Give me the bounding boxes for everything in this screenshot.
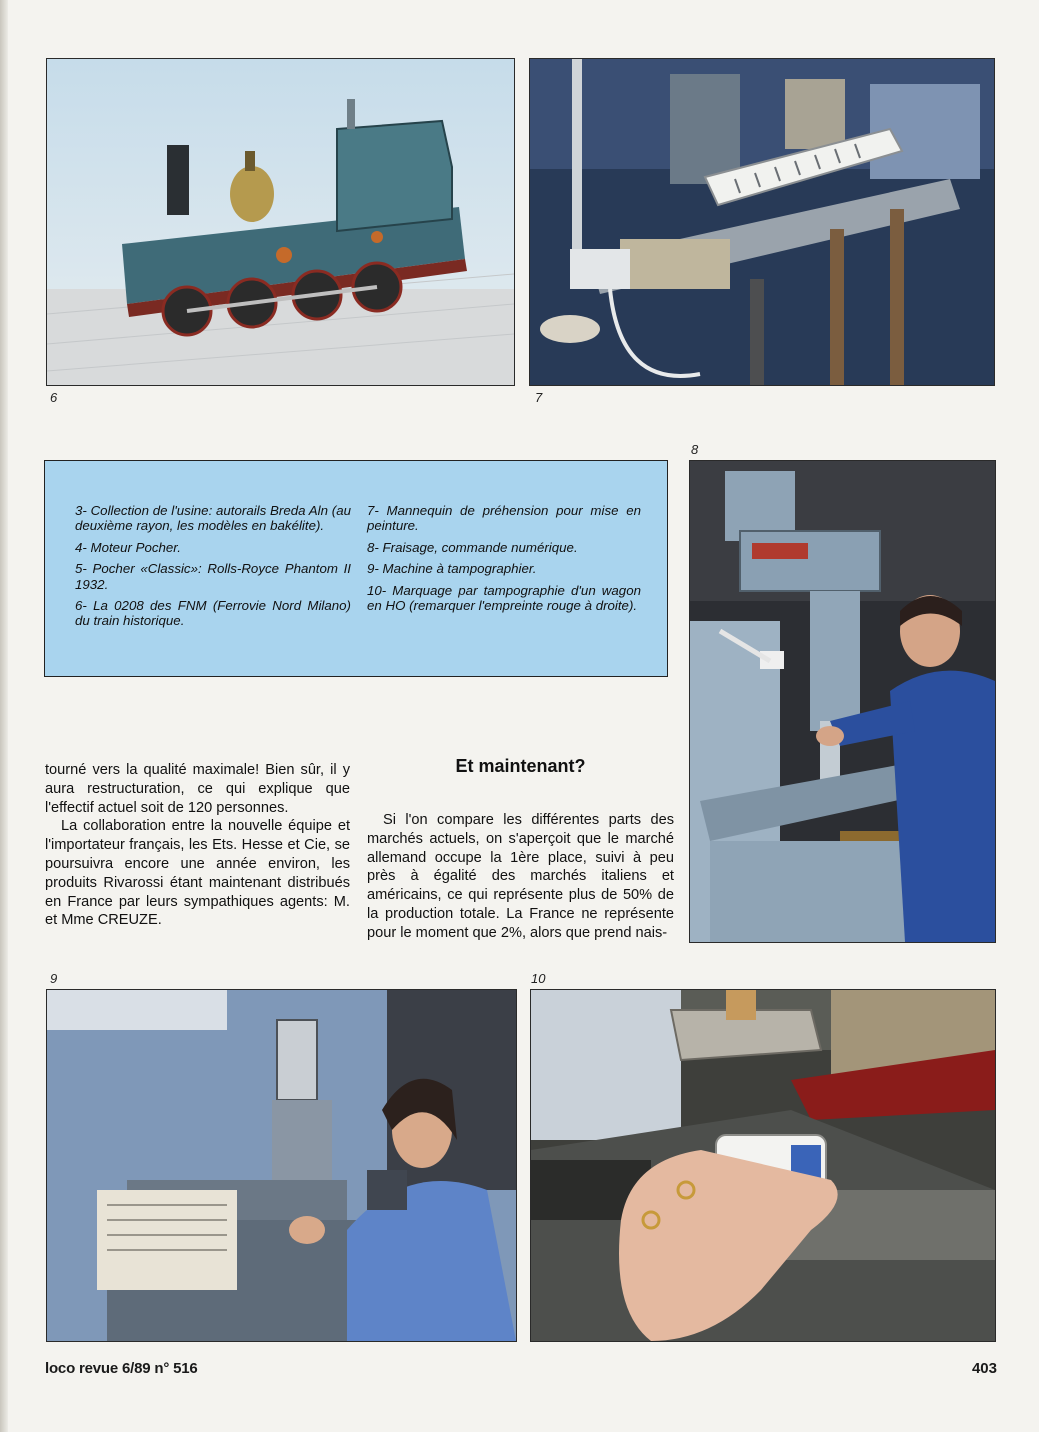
figure-number: 10 <box>531 971 546 986</box>
photo-pad-printing-machine <box>46 989 517 1342</box>
caption-9: 9- Machine à tampographier. <box>367 561 537 577</box>
article-paragraph: tourné vers la qualité maximale! Bien sûr, il y aura restructuration, ce qui explique que l'effectif actuel soit de 120 personnes. <box>45 762 350 816</box>
magazine-footer: loco revue 6/89 n° 516 <box>45 1360 198 1377</box>
caption-10: 10- Marquage par tampographie d'un wagon en HO (remarquer l'empreinte rouge à droite). <box>367 582 641 614</box>
photo-locomotive-model <box>46 58 515 386</box>
caption-6: 6- La 0208 des FNM (Ferrovie Nord Milano) du train historique. <box>75 598 351 629</box>
captions-left-column <box>75 503 351 635</box>
binding-edge <box>0 0 8 1432</box>
article-paragraph: Si l'on compare les différentes parts des marchés actuels, on s'aperçoit que le marché allemand occupe la 1ère place, suivi à peu près à égalité des marchés italiens et américains, ce qui représente plus de 50% de la production totale. La France ne représente pour le moment que 2%, alors que prend nais- <box>367 812 674 941</box>
page-number: 403 <box>971 1360 997 1377</box>
photo-milling-machine <box>689 460 996 943</box>
section-heading: Et maintenant? <box>455 756 586 776</box>
caption-7: 7- Mannequin de préhension pour mise en peinture. <box>367 503 641 534</box>
figure-number: 6 <box>50 390 58 405</box>
photo-pad-printing-marking <box>530 989 996 1342</box>
caption-8: 8- Fraisage, commande numérique. <box>367 539 578 555</box>
figure-number: 8 <box>691 442 699 457</box>
caption-5: 5- Pocher «Classic»: Rolls-Royce Phantom II 1932. <box>75 561 351 592</box>
article-paragraph: La collaboration entre la nouvelle équipe et l'importateur français, les Ets. Hesse et Cie, se poursuivra encore une année environ, les produits Rivarossi étant maintenant distribués en France par leurs sympathiques agents: M. et Mme CREUZE. <box>45 818 350 929</box>
caption-4: 4- Moteur Pocher. <box>75 539 181 555</box>
article-left-column <box>45 761 350 930</box>
figure-number: 9 <box>50 971 58 986</box>
caption-3: 3- Collection de l'usine: autorails Breda Aln (au deuxième rayon, les modèles en bakélite). <box>75 503 351 534</box>
captions-right-column <box>367 503 641 619</box>
article-right-column <box>367 811 674 945</box>
photo-painting-fixture <box>529 58 995 386</box>
captions-box <box>44 460 668 677</box>
figure-number: 7 <box>535 390 543 405</box>
